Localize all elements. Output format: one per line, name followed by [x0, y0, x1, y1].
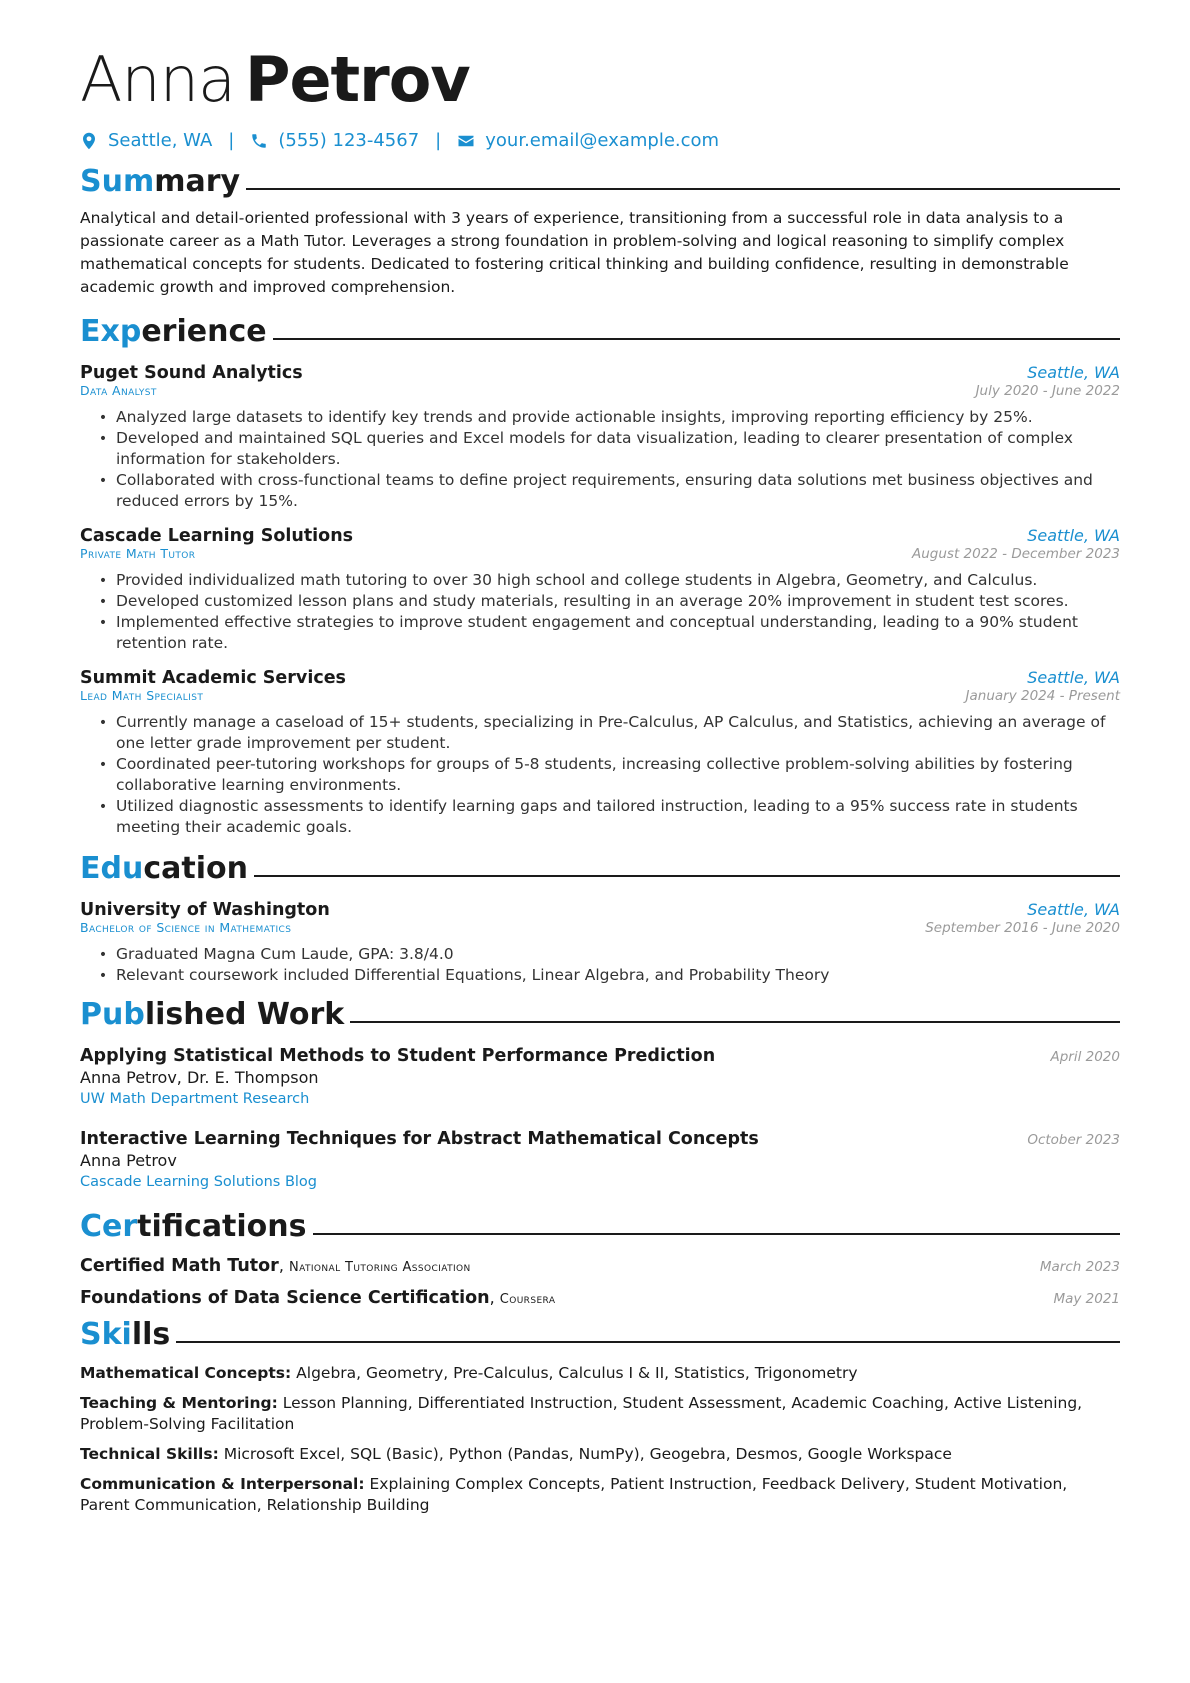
section-heading: [80, 1314, 1120, 1354]
first-name: Anna: [80, 43, 235, 116]
separator: |: [228, 130, 235, 151]
education-bullets: [80, 944, 1120, 986]
resume-page: [80, 44, 1120, 1516]
map-pin-icon: [80, 132, 98, 150]
list-item: • Developed and maintained SQL queries and Excel models for data visualization, leading to clearer presentation of complex information for stakeholders.: [116, 428, 1120, 470]
skill-label: Teaching & Mentoring:: [80, 1394, 278, 1412]
job-company: Puget Sound Analytics: [80, 363, 303, 383]
publication-authors: Anna Petrov, Dr. E. Thompson: [80, 1068, 319, 1087]
section-rule: [313, 1233, 1120, 1235]
section-title: Skills: [80, 1316, 171, 1352]
list-item: • Developed customized lesson plans and study materials, resulting in an average 20% improvement in student test scores.: [116, 591, 1120, 612]
job-role: Data Analyst: [80, 383, 157, 398]
section-heading: [80, 1206, 1120, 1246]
section-heading: [80, 161, 1120, 201]
section-rule: [176, 1341, 1120, 1343]
certification-issuer: National Tutoring Association: [288, 1260, 471, 1275]
list-item: • Collaborated with cross-functional teams to define project requirements, ensuring data solutions met business objectives and reduced errors by 15%.: [116, 470, 1120, 512]
list-item: • Implemented effective strategies to improve student engagement and conceptual understanding, leading to a 90% student retention rate.: [116, 612, 1120, 654]
candidate-name: [80, 44, 1120, 116]
section-rule: [246, 188, 1120, 190]
job-entry: [80, 363, 1120, 512]
section-title: Experience: [80, 313, 267, 349]
skill-row: [80, 1444, 1120, 1465]
publication-entry: [80, 1046, 1120, 1107]
certification-issuer: Coursera: [499, 1292, 556, 1307]
job-bullets: [80, 407, 1120, 512]
section-heading: [80, 848, 1120, 888]
skill-value: Microsoft Excel, SQL (Basic), Python (Pandas, NumPy), Geogebra, Desmos, Google Workspace: [223, 1445, 952, 1463]
publication-venue: UW Math Department Research: [80, 1091, 310, 1107]
section-heading: [80, 311, 1120, 351]
skill-label: Communication & Interpersonal:: [80, 1475, 365, 1493]
contact-phone[interactable]: [250, 130, 419, 151]
certification-date: March 2023: [1039, 1259, 1120, 1275]
section-title: Education: [80, 850, 248, 886]
certification-entry: Foundations of Data Science Certification, Coursera May 2021: [80, 1288, 1120, 1308]
list-item: • Provided individualized math tutoring to over 30 high school and college students in Algebra, Geometry, and Calculus.: [116, 570, 1120, 591]
section-rule: [350, 1021, 1120, 1023]
job-bullets: [80, 712, 1120, 838]
job-location: Seattle, WA: [1027, 526, 1120, 545]
job-dates: August 2022 - December 2023: [912, 546, 1120, 562]
job-role: Lead Math Specialist: [80, 688, 204, 703]
certification-date: May 2021: [1053, 1291, 1120, 1307]
section-title: Published Work: [80, 996, 345, 1032]
envelope-icon: [457, 132, 475, 150]
job-entry: [80, 526, 1120, 654]
certification-name: Foundations of Data Science Certification: [80, 1288, 490, 1308]
skill-label: Mathematical Concepts:: [80, 1364, 292, 1382]
summary-section: [80, 161, 1120, 299]
skill-row: [80, 1363, 1120, 1384]
section-title: Summary: [80, 163, 241, 199]
certification-entry: Certified Math Tutor, National Tutoring Association March 2023: [80, 1256, 1120, 1276]
phone-icon: [250, 132, 268, 150]
section-rule: [273, 338, 1120, 340]
experience-section: [80, 311, 1120, 838]
certifications-section: [80, 1206, 1120, 1308]
job-role: Private Math Tutor: [80, 546, 196, 561]
publication-venue: Cascade Learning Solutions Blog: [80, 1174, 317, 1190]
skill-row: [80, 1474, 1120, 1516]
job-bullets: [80, 570, 1120, 654]
list-item: • Currently manage a caseload of 15+ students, specializing in Pre-Calculus, AP Calculus, and Statistics, achieving an average of one letter grade improvement per student.: [116, 712, 1120, 754]
publication-title: Applying Statistical Methods to Student Performance Prediction: [80, 1046, 716, 1066]
publication-entry: [80, 1129, 1120, 1190]
job-dates: July 2020 - June 2022: [975, 383, 1120, 399]
job-company: Summit Academic Services: [80, 668, 346, 688]
education-entry: [80, 900, 1120, 986]
contact-bar: [80, 130, 1120, 151]
publication-date: October 2023: [1027, 1132, 1120, 1148]
education-dates: September 2016 - June 2020: [925, 920, 1120, 936]
skill-value: Explaining Complex Concepts, Patient Instruction, Feedback Delivery, Student Motivation, Parent Communication, Relationship Building: [80, 1475, 1068, 1514]
job-location: Seattle, WA: [1027, 363, 1120, 382]
publication-title: Interactive Learning Techniques for Abstract Mathematical Concepts: [80, 1129, 759, 1149]
contact-location: [80, 130, 212, 151]
job-company: Cascade Learning Solutions: [80, 526, 354, 546]
section-title: Certifications: [80, 1208, 307, 1244]
separator: |: [435, 130, 442, 151]
skill-row: [80, 1393, 1120, 1435]
publication-authors: Anna Petrov: [80, 1151, 177, 1170]
job-entry: [80, 668, 1120, 838]
degree: Bachelor of Science in Mathematics: [80, 920, 292, 935]
list-item: • Utilized diagnostic assessments to identify learning gaps and tailored instruction, leading to a 95% success rate in students meeting their academic goals.: [116, 796, 1120, 838]
contact-email[interactable]: [457, 130, 719, 151]
skill-value: Lesson Planning, Differentiated Instruction, Student Assessment, Academic Coaching, Active Listening, Problem-Solving Facilitation: [80, 1394, 1083, 1433]
published-section: [80, 994, 1120, 1190]
list-item: • Coordinated peer-tutoring workshops for groups of 5-8 students, increasing collective problem-solving abilities by fostering collaborative learning environments.: [116, 754, 1120, 796]
email-link[interactable]: your.email@example.com: [485, 130, 720, 151]
certification-name: Certified Math Tutor: [80, 1256, 279, 1276]
phone-text: (555) 123-4567: [278, 130, 420, 151]
skill-label: Technical Skills:: [80, 1445, 219, 1463]
summary-text: Analytical and detail-oriented professional with 3 years of experience, transitioning from a successful role in data analysis to a passionate career as a Math Tutor. Leverages a strong foundation in problem-solving and logical reasoning to simplify complex mathematical concepts for students. Dedicated to fostering critical thinking and building confidence, resulting in demonstrable academic growth and improved comprehension.: [80, 209, 1069, 296]
list-item: • Analyzed large datasets to identify key trends and provide actionable insights, improving reporting efficiency by 25%.: [116, 407, 1120, 428]
education-section: [80, 848, 1120, 986]
job-location: Seattle, WA: [1027, 668, 1120, 687]
list-item: • Relevant coursework included Differential Equations, Linear Algebra, and Probability Theory: [116, 965, 1120, 986]
location-text: Seattle, WA: [108, 130, 213, 151]
job-dates: January 2024 - Present: [965, 688, 1120, 704]
last-name: Petrov: [245, 43, 470, 116]
school-name: University of Washington: [80, 900, 330, 920]
school-location: Seattle, WA: [1027, 900, 1120, 919]
section-rule: [254, 875, 1120, 877]
publication-date: April 2020: [1050, 1049, 1120, 1065]
skills-section: [80, 1314, 1120, 1516]
list-item: • Graduated Magna Cum Laude, GPA: 3.8/4.0: [116, 944, 1120, 965]
section-heading: [80, 994, 1120, 1034]
skill-value: Algebra, Geometry, Pre-Calculus, Calculus I & II, Statistics, Trigonometry: [296, 1364, 858, 1382]
